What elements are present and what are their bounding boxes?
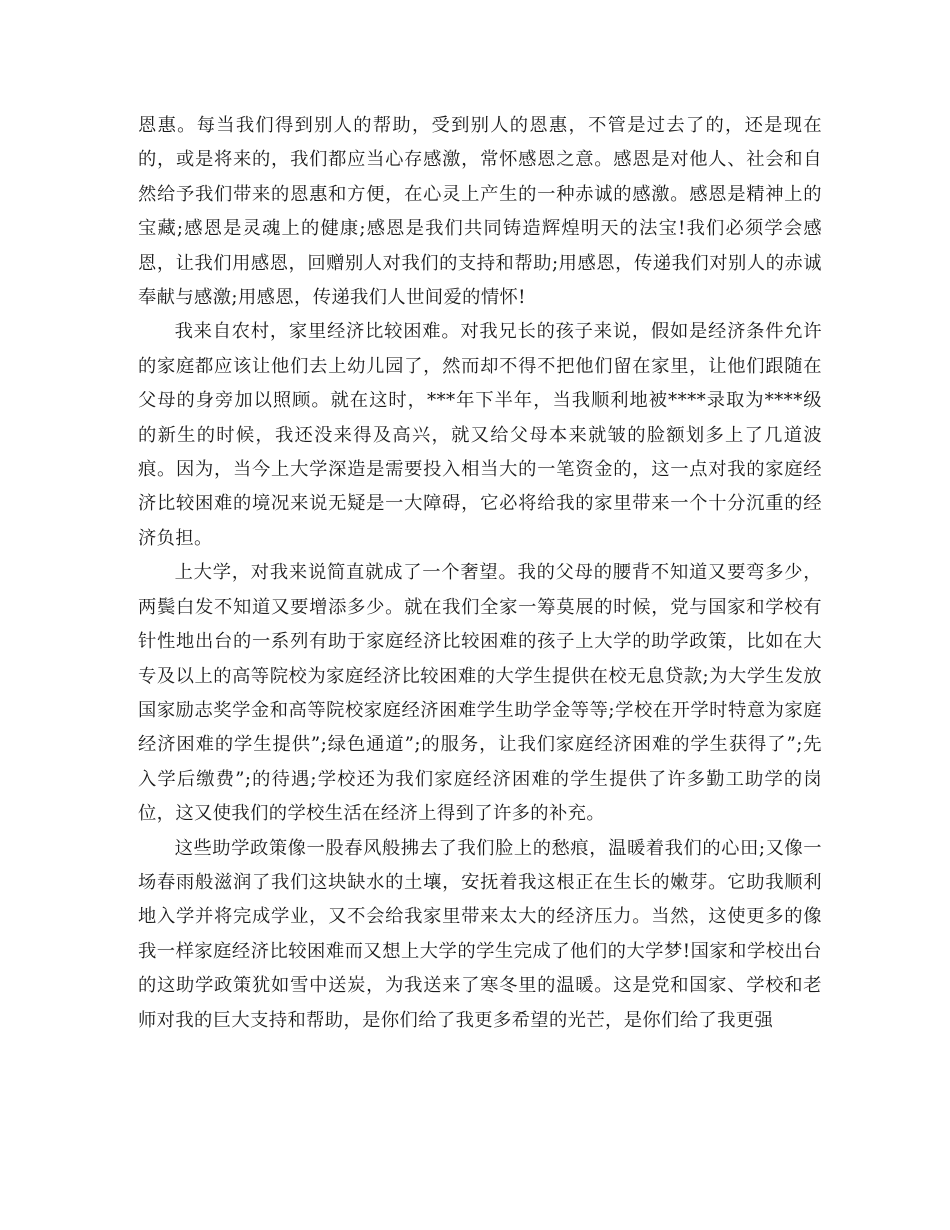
paragraph-aid-policies: 上大学，对我来说简直就成了一个奢望。我的父母的腰背不知道又要弯多少，两鬓白发不知道又要增添多少。就在我们全家一筹莫展的时候，党与国家和学校有针性地出台的一系列有助于家庭经济比较困难的孩子上大学的助学政策，比如在大专及以上的高等院校为家庭经济比较困难的大学生提供在校无息贷款;为大学生发放国家励志奖学金和高等院校家庭经济困难学生助学金等等;学校在开学时特意为家庭经济困难的学生提供”;绿色通道”;的服务，让我们家庭经济困难的学生获得了”;先入学后缴费”;的待遇;学校还为我们家庭经济困难的学生提供了许多勤工助学的岗位，这又使我们的学校生活在经济上得到了许多的补充。 (138, 562, 822, 825)
paragraph-family-background: 我来自农村，家里经济比较困难。对我兄长的孩子来说，假如是经济条件允许的家庭都应该让他们去上幼儿园了，然而却不得不把他们留在家里，让他们跟随在父母的身旁加以照顾。就在这时，***年下半年，当我顺利地被****录取为****级的新生的时候，我还没来得及高兴，就又给父母本来就皱的脸额划多上了几道波痕。因为，当今上大学深造是需要投入相当大的一笔资金的，这一点对我的家庭经济比较困难的境况来说无疑是一大障碍，它必将给我的家里带来一个十分沉重的经济负担。 (138, 321, 822, 549)
paragraph-gratitude: 恩惠。每当我们得到别人的帮助，受到别人的恩惠，不管是过去了的，还是现在的，或是将来的，我们都应当心存感激，常怀感恩之意。感恩是对他人、社会和自然给予我们带来的恩惠和方便，在心灵上产生的一种赤诚的感激。感恩是精神上的宝藏;感恩是灵魂上的健康;感恩是我们共同铸造辉煌明天的法宝!我们必须学会感恩，让我们用感恩，回赠别人对我们的支持和帮助;用感恩，传递我们对别人的赤诚奉献与感激;用感恩，传递我们人世间爱的情怀! (138, 115, 822, 309)
paragraph-policy-impact: 这些助学政策像一股春风般拂去了我们脸上的愁痕，温暖着我们的心田;又像一场春雨般滋润了我们这块缺水的土壤，安抚着我这根正在生长的嫩芽。它助我顺利地入学并将完成学业，又不会给我家里带来太大的经济压力。当然，这使更多的像我一样家庭经济比较困难而又想上大学的学生完成了他们的大学梦!国家和学校出台的这助学政策犹如雪中送炭，为我送来了寒冬里的温暖。这是党和国家、学校和老师对我的巨大支持和帮助，是你们给了我更多希望的光芒，是你们给了我更强 (138, 837, 822, 1031)
document-body (138, 109, 822, 1038)
